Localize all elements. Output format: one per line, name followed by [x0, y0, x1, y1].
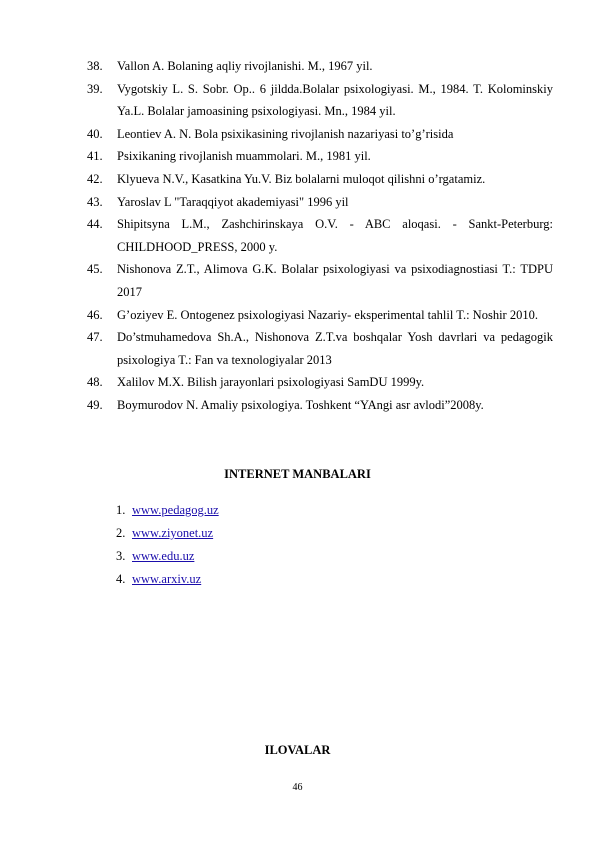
- reference-text: Do’stmuhamedova Sh.A., Nishonova Z.T.va boshqalar Yosh davrlari va pedagogik psixologiya T.: Fan va texnologiyalar 2013: [117, 330, 553, 367]
- link-item: [116, 568, 219, 591]
- reference-item: [87, 213, 553, 258]
- reference-text: Klyueva N.V., Kasatkina Yu.V. Biz bolalarni muloqot qilishni o’rgatamiz.: [117, 171, 486, 186]
- link-item: [116, 499, 219, 522]
- reference-text: Leontiev A. N. Bola psixikasining rivojlanish nazariyasi to’g’risida: [117, 126, 454, 141]
- reference-text: Xalilov M.X. Bilish jarayonlari psixologiyasi SamDU 1999y.: [117, 375, 425, 390]
- reference-item: [87, 326, 553, 371]
- reference-item: [87, 371, 553, 394]
- reference-text: Yaroslav L "Taraqqiyot akademiyasi" 1996 yil: [117, 194, 349, 209]
- link-item: [116, 522, 219, 545]
- reference-item: [87, 304, 553, 327]
- reference-text: Nishonova Z.T., Alimova G.K. Bolalar psixologiyasi va psixodiagnostiasi T.: TDPU 2017: [117, 262, 553, 299]
- reference-list: [87, 55, 553, 417]
- reference-text: Psixikaning rivojlanish muammolari. M., 1981 yil.: [117, 149, 371, 164]
- reference-number: 40.: [87, 126, 103, 141]
- reference-number: 39.: [87, 81, 103, 96]
- reference-number: 48.: [87, 375, 103, 390]
- reference-number: 42.: [87, 171, 103, 186]
- link-number: 2.: [116, 526, 126, 540]
- link-arxiv[interactable]: www.arxiv.uz: [132, 572, 202, 586]
- link-item: [116, 545, 219, 568]
- reference-number: 41.: [87, 149, 103, 164]
- reference-text: G’oziyev E. Ontogenez psixologiyasi Nazariy- eksperimental tahlil T.: Noshir 2010.: [117, 307, 538, 322]
- reference-text: Vallon A. Bolaning aqliy rivojlanishi. M., 1967 yil.: [117, 59, 373, 73]
- reference-number: 47.: [87, 330, 103, 345]
- reference-number: 46.: [87, 307, 103, 322]
- reference-number: 38.: [87, 59, 103, 73]
- reference-item: [87, 55, 553, 78]
- reference-text: Boymurodov N. Amaliy psixologiya. Toshkent “YAngi asr avlodi”2008y.: [117, 397, 484, 412]
- reference-item: [87, 168, 553, 191]
- reference-item: [87, 394, 553, 417]
- internet-sources-heading: INTERNET MANBALARI: [224, 467, 371, 481]
- appendix-heading: ILOVALAR: [264, 743, 331, 757]
- link-pedagog[interactable]: www.pedagog.uz: [132, 503, 219, 517]
- reference-item: [87, 78, 553, 123]
- reference-item: [87, 258, 553, 303]
- internet-links-list: [116, 499, 219, 591]
- reference-item: [87, 191, 553, 214]
- reference-item: [87, 123, 553, 146]
- link-ziyonet[interactable]: www.ziyonet.uz: [132, 526, 214, 540]
- reference-text: Shipitsyna L.M., Zashchirinskaya O.V. - ABC aloqasi. - Sankt-Peterburg: CHILDHOOD_PRESS, 2000 y.: [117, 217, 553, 254]
- page-number: 46: [292, 782, 303, 793]
- link-edu[interactable]: www.edu.uz: [132, 549, 195, 563]
- link-number: 1.: [116, 503, 126, 517]
- reference-number: 49.: [87, 397, 103, 412]
- reference-number: 44.: [87, 217, 103, 232]
- link-number: 3.: [116, 549, 126, 563]
- reference-item: [87, 145, 553, 168]
- reference-number: 43.: [87, 194, 103, 209]
- reference-text: Vygotskiy L. S. Sobr. Op.. 6 jildda.Bolalar psixologiyasi. M., 1984. T. Kolominskiy Ya.L. Bolalar jamoasining psixologiyasi. Mn., 1984 yil.: [117, 81, 553, 119]
- link-number: 4.: [116, 572, 126, 586]
- reference-number: 45.: [87, 262, 103, 277]
